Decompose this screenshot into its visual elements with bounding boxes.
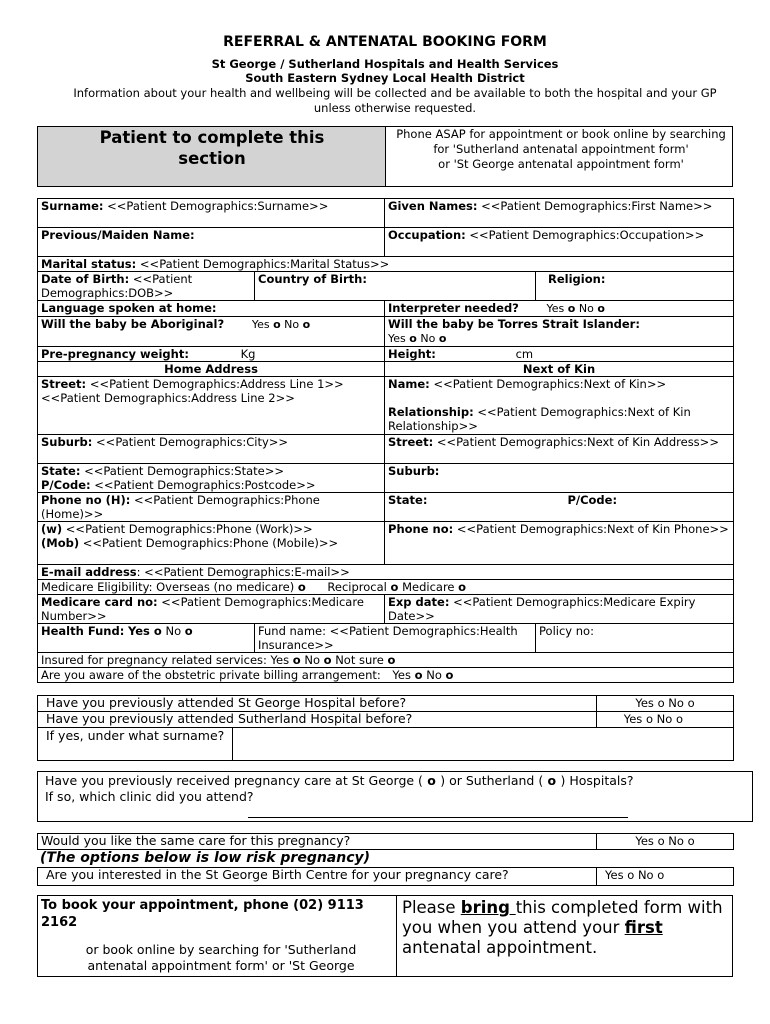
home-postcode-field[interactable]: <<Patient Demographics:Postcode>>: [94, 478, 316, 492]
policy-no-label: Policy no:: [539, 624, 594, 638]
occupation-field[interactable]: <<Patient Demographics:Occupation>>: [469, 228, 705, 242]
height-unit: cm: [515, 347, 534, 361]
aboriginal-label: Will the baby be Aboriginal?: [41, 317, 225, 331]
attended-sutherland-choice[interactable]: Yes o No o: [597, 712, 734, 728]
home-suburb-field[interactable]: <<Patient Demographics:City>>: [96, 435, 289, 449]
home-state-label: State:: [41, 464, 81, 478]
nok-phone-label: Phone no:: [388, 522, 454, 536]
attended-st-george-question: Have you previously attended St George Hospital before?: [38, 696, 597, 712]
home-street-field[interactable]: <<Patient Demographics:Address Line 1>>: [89, 377, 344, 391]
marital-label: Marital status:: [41, 257, 137, 271]
health-fund-label: Health Fund:: [41, 624, 125, 638]
nok-name-label: Name:: [388, 377, 430, 391]
previous-care-block: [37, 771, 753, 822]
phone-home-field[interactable]: <<Patient Demographics:Phone (Home)>>: [41, 493, 320, 521]
low-risk-note: (The options below is low risk pregnancy): [40, 850, 371, 866]
home-street2-field[interactable]: <<Patient Demographics:Address Line 2>>: [41, 391, 295, 405]
email-field[interactable]: : <<Patient Demographics:E-mail>>: [136, 565, 350, 579]
birth-centre-choice[interactable]: Yes o No o: [597, 868, 734, 886]
aboriginal-choice[interactable]: Yes o No o: [251, 318, 311, 331]
nok-suburb-label: Suburb:: [388, 464, 440, 478]
clinic-answer-line[interactable]: [248, 817, 628, 818]
medicare-card-field[interactable]: <<Patient Demographics:Medicare Number>>: [41, 595, 364, 623]
weight-unit: Kg: [240, 347, 256, 361]
home-state-field[interactable]: <<Patient Demographics:State>>: [84, 464, 284, 478]
st-george-care-option[interactable]: o: [422, 773, 441, 788]
home-postcode-label: P/Code:: [41, 478, 91, 492]
previous-surname-label: If yes, under what surname?: [38, 728, 233, 761]
home-suburb-label: Suburb:: [41, 435, 93, 449]
clinic-question: If so, which clinic did you attend?: [45, 789, 254, 804]
dob-label: Date of Birth:: [41, 272, 130, 286]
billing-aware-choice[interactable]: Yes o No o: [392, 668, 454, 682]
booking-info-block: [37, 895, 733, 977]
patient-heading-block: [37, 126, 733, 187]
demographics-table: Surname: <<Patient Demographics:Surname>> Given Names: <<Patient Demographics:First Name>> Previous/Maiden Name: Occupation: <<Patient Demographics:Occupation>> Marital status: <<Patient Demographics:Marital Status>> Date of Birth: <<Patient Demographics:DOB>> Country of Birth: Religion: Language spoken at home: Interpreter needed? Yes o No o Will the baby be Aboriginal? Yes o No o Will the baby be Torres Strait Islander: Yes o No o Pre-pregnancy weight: Kg Height: cm Home Address Next of Kin Street: <<Patient Demographics:Address Line 1>> <<Patient Demographics:Address Line 2>> Name: <<Patient Demographics:Next of Kin>> Relationship: <<Patient Demographics:Next of Kin Relationship>> Suburb: <<Patient Demographics:City>> Street: <<Patient Demographics:Next of Kin Address>> State: <<Patient Demographics:State>> P/Code: <<Patient Demographics:Postcode>> Suburb: Phone no (H): <<Patient Demographics:Phone (Home)>> State: P/Code: (w) <<Patient Demographics:Phone (Work)>> (Mob) <<Patient Demographics:Phone (Mobile)>> Phone no: <<Patient Demographics:Next of Kin Phone>> E-mail address: <<Patient Demographics:E-mail>> Medicare Eligibility: Overseas (no medicare) o Reciprocal o Medicare o Medicare card no: <<Patient Demographics:Medicare Number>> Exp date: <<Patient Demographics:Medicare Expiry Date>> Health Fund: Yes o No o Fund name: <<Patient Demographics:Health Insurance>> Policy no: Insured for pregnancy related services: Yes o No o Not sure o Are you aware of the obstetric private billing arrangement: Yes o No o: [37, 198, 734, 683]
height-label: Height:: [388, 347, 436, 361]
nok-postcode-label: P/Code:: [567, 493, 618, 507]
home-street-label: Street:: [41, 377, 87, 391]
info-text: Information about your health and wellbeing will be collected and be available to both the hospital and your GP unless otherwise requested.: [73, 86, 717, 115]
org-line-1: St George / Sutherland Hospitals and Health Services: [211, 57, 559, 71]
nok-relationship-field[interactable]: <<Patient Demographics:Next of Kin Relationship>>: [388, 405, 691, 433]
medicare-card-label: Medicare card no:: [41, 595, 158, 609]
previous-care-question: Have you previously received pregnancy care at St George ( o ) or Sutherland ( o ) Hospitals?: [45, 773, 634, 788]
medicare-eligibility-label: Medicare Eligibility:: [41, 580, 153, 594]
previous-surname-field[interactable]: [233, 728, 734, 761]
history-table: [37, 695, 734, 761]
insured-label: Insured for pregnancy related services:: [41, 653, 267, 667]
weight-label: Pre-pregnancy weight:: [41, 347, 189, 361]
interpreter-label: Interpreter needed?: [388, 301, 519, 315]
nok-phone-field[interactable]: <<Patient Demographics:Next of Kin Phone>>: [456, 522, 729, 536]
org-line-2: South Eastern Sydney Local Health District: [245, 71, 525, 85]
marital-field[interactable]: <<Patient Demographics:Marital Status>>: [139, 257, 390, 271]
dob-field[interactable]: <<Patient Demographics:DOB>>: [41, 272, 193, 300]
nok-street-field[interactable]: <<Patient Demographics:Next of Kin Address>>: [436, 435, 719, 449]
maiden-name-label: Previous/Maiden Name:: [41, 228, 195, 242]
bring-form-note: Please bring this completed form with you when you attend your first antenatal appointment.: [402, 898, 723, 957]
sutherland-care-option[interactable]: o: [543, 773, 561, 788]
booking-note-1: Phone ASAP for appointment or book online by searching for 'Sutherland antenatal appointment form': [396, 127, 726, 156]
attended-sutherland-question: Have you previously attended Sutherland Hospital before?: [38, 712, 597, 728]
given-names-label: Given Names:: [388, 199, 478, 213]
interpreter-choice[interactable]: Yes o No o: [546, 302, 605, 315]
torres-label: Will the baby be Torres Strait Islander:: [388, 317, 640, 331]
overseas-option[interactable]: Overseas (no medicare) o: [156, 580, 306, 594]
patient-heading: Patient to complete this section: [99, 128, 325, 168]
booking-phone: To book your appointment, phone (02) 9113 2162: [41, 898, 364, 930]
phone-work-label: (w): [41, 522, 63, 536]
medicare-expiry-label: Exp date:: [388, 595, 450, 609]
surname-label: Surname:: [41, 199, 104, 213]
occupation-label: Occupation:: [388, 228, 466, 242]
birth-centre-question: Are you interested in the St George Birth Centre for your pregnancy care?: [38, 868, 597, 886]
religion-label: Religion:: [548, 272, 606, 286]
given-names-field[interactable]: <<Patient Demographics:First Name>>: [481, 199, 713, 213]
attended-st-george-choice[interactable]: Yes o No o: [597, 696, 734, 712]
booking-online-text: or book online by searching for 'Sutherland antenatal appointment form' or 'St George: [85, 942, 357, 973]
torres-choice[interactable]: Yes o No o: [388, 332, 447, 345]
language-label: Language spoken at home:: [41, 301, 217, 315]
fund-name-field[interactable]: <<Patient Demographics:Health Insurance>>: [258, 624, 518, 652]
phone-mobile-field[interactable]: <<Patient Demographics:Phone (Mobile)>>: [82, 536, 339, 550]
nok-street-label: Street:: [388, 435, 434, 449]
same-care-question: Would you like the same care for this pregnancy?: [38, 834, 597, 850]
phone-mobile-label: (Mob): [41, 536, 80, 550]
nok-name-field[interactable]: <<Patient Demographics:Next of Kin>>: [433, 377, 667, 391]
same-care-choice[interactable]: Yes o No o: [597, 834, 734, 850]
medicare-expiry-field[interactable]: <<Patient Demographics:Medicare Expiry Date>>: [388, 595, 696, 623]
phone-home-label: Phone no (H):: [41, 493, 131, 507]
booking-note-2: or 'St George antenatal appointment form': [438, 157, 684, 171]
medicare-option[interactable]: Medicare o: [402, 580, 467, 594]
fund-name-label: Fund name:: [258, 624, 327, 638]
birth-centre-table: [37, 867, 734, 886]
phone-work-field[interactable]: <<Patient Demographics:Phone (Work)>>: [65, 522, 313, 536]
country-of-birth-label: Country of Birth:: [258, 272, 367, 286]
billing-aware-label: Are you aware of the obstetric private billing arrangement:: [41, 668, 381, 682]
email-label: E-mail address: [41, 565, 137, 579]
nok-state-label: State:: [388, 493, 428, 507]
surname-field[interactable]: <<Patient Demographics:Surname>>: [107, 199, 329, 213]
same-care-table: [37, 833, 734, 850]
insured-choice[interactable]: Yes o No o Not sure o: [270, 653, 396, 667]
form-title: REFERRAL & ANTENATAL BOOKING FORM: [223, 34, 547, 50]
reciprocal-option[interactable]: Reciprocal o: [327, 580, 399, 594]
health-fund-choice[interactable]: Yes o: [127, 624, 162, 638]
next-of-kin-heading: Next of Kin: [385, 362, 734, 377]
home-address-heading: Home Address: [38, 362, 385, 377]
nok-relationship-label: Relationship:: [388, 405, 474, 419]
